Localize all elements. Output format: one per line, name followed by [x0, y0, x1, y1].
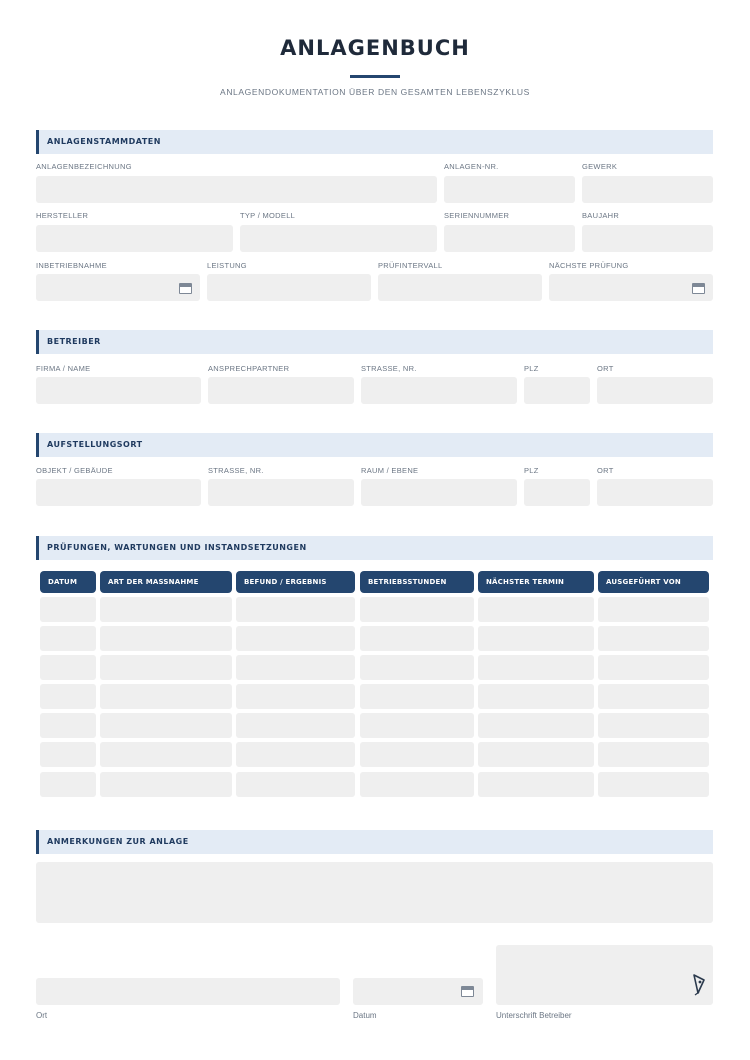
label-naechste-pruefung: NÄCHSTE PRÜFUNG [549, 261, 629, 270]
section-title: ANLAGENSTAMMDATEN [47, 137, 161, 146]
column-header-datum: DATUM [40, 571, 96, 593]
pruefintervall-field[interactable] [378, 274, 542, 301]
page-title: ANLAGENBUCH [280, 36, 470, 60]
label-baujahr: BAUJAHR [582, 211, 620, 220]
baujahr-field[interactable] [582, 225, 713, 252]
label-ansprechpartner: ANSPRECHPARTNER [208, 364, 290, 373]
table-cell[interactable] [360, 772, 474, 797]
table-cell[interactable] [40, 597, 96, 622]
table-cell[interactable] [236, 713, 355, 738]
raum-ebene-field[interactable] [361, 479, 517, 506]
calendar-icon[interactable] [461, 986, 474, 997]
table-cell[interactable] [100, 772, 232, 797]
plz-field[interactable] [524, 479, 590, 506]
column-header-ausgefuehrt-von: AUSGEFÜHRT VON [598, 571, 709, 593]
table-cell[interactable] [100, 597, 232, 622]
table-cell[interactable] [236, 626, 355, 651]
table-cell[interactable] [360, 742, 474, 767]
section-title: ANMERKUNGEN ZUR ANLAGE [47, 837, 189, 846]
table-cell[interactable] [236, 655, 355, 680]
table-cell[interactable] [40, 772, 96, 797]
naechste-pruefung-date-field[interactable] [549, 274, 713, 301]
table-cell[interactable] [478, 742, 594, 767]
column-header-befund-ergebnis: BEFUND / ERGEBNIS [236, 571, 355, 593]
table-cell[interactable] [360, 626, 474, 651]
table-cell[interactable] [478, 597, 594, 622]
table-cell[interactable] [100, 742, 232, 767]
table-cell[interactable] [100, 655, 232, 680]
table-cell[interactable] [40, 713, 96, 738]
anmerkungen-textarea[interactable] [36, 862, 713, 923]
table-cell[interactable] [478, 655, 594, 680]
table-cell[interactable] [598, 597, 709, 622]
table-cell[interactable] [598, 626, 709, 651]
table-cell[interactable] [40, 626, 96, 651]
table-cell[interactable] [478, 772, 594, 797]
label-ort: ORT [597, 466, 614, 475]
section-header-aufstellungsort [36, 433, 713, 457]
table-cell[interactable] [236, 684, 355, 709]
table-cell[interactable] [40, 742, 96, 767]
table-cell[interactable] [478, 713, 594, 738]
column-header-naechster-termin: NÄCHSTER TERMIN [478, 571, 594, 593]
gewerk-field[interactable] [582, 176, 713, 203]
label-pruefintervall: PRÜFINTERVALL [378, 261, 443, 270]
calendar-icon[interactable] [179, 283, 192, 294]
section-header-anmerkungen [36, 830, 713, 854]
label-plz: PLZ [524, 364, 539, 373]
table-cell[interactable] [236, 772, 355, 797]
plz-field[interactable] [524, 377, 590, 404]
label-inbetriebnahme: INBETRIEBNAHME [36, 261, 107, 270]
ort-signature-field[interactable] [36, 978, 340, 1005]
table-cell[interactable] [598, 742, 709, 767]
firma-name-field[interactable] [36, 377, 201, 404]
anlagenbezeichnung-field[interactable] [36, 176, 437, 203]
label-leistung: LEISTUNG [207, 261, 247, 270]
footer-label-unterschrift: Unterschrift Betreiber [496, 1011, 572, 1020]
inbetriebnahme-date-field[interactable] [36, 274, 200, 301]
table-cell[interactable] [598, 772, 709, 797]
datum-signature-field[interactable] [353, 978, 483, 1005]
label-ort: ORT [597, 364, 614, 373]
section-header-stammdaten [36, 130, 713, 154]
table-cell[interactable] [100, 713, 232, 738]
label-typ-modell: TYP / MODELL [240, 211, 296, 220]
table-cell[interactable] [360, 655, 474, 680]
title-divider [350, 75, 400, 78]
table-cell[interactable] [236, 742, 355, 767]
typ-modell-field[interactable] [240, 225, 437, 252]
table-cell[interactable] [478, 626, 594, 651]
table-cell[interactable] [598, 655, 709, 680]
leistung-field[interactable] [207, 274, 371, 301]
label-plz: PLZ [524, 466, 539, 475]
ort-field[interactable] [597, 377, 713, 404]
label-firma-name: FIRMA / NAME [36, 364, 91, 373]
objekt-gebaeude-field[interactable] [36, 479, 201, 506]
table-cell[interactable] [100, 626, 232, 651]
label-gewerk: GEWERK [582, 162, 618, 171]
section-header-pruefungen [36, 536, 713, 560]
table-cell[interactable] [40, 655, 96, 680]
table-cell[interactable] [598, 713, 709, 738]
table-cell[interactable] [100, 684, 232, 709]
column-header-betriebsstunden: BETRIEBSSTUNDEN [360, 571, 474, 593]
label-raum-ebene: RAUM / EBENE [361, 466, 419, 475]
table-cell[interactable] [360, 684, 474, 709]
label-anlagen-nr: ANLAGEN-NR. [444, 162, 499, 171]
footer-label-ort: Ort [36, 1011, 48, 1020]
label-seriennummer: SERIENNUMMER [444, 211, 510, 220]
ort-field[interactable] [597, 479, 713, 506]
label-strasse-nr: STRASSE, NR. [208, 466, 264, 475]
table-cell[interactable] [598, 684, 709, 709]
signature-field[interactable] [496, 945, 713, 1005]
table-cell[interactable] [360, 713, 474, 738]
footer-label-datum: Datum [353, 1011, 377, 1020]
table-cell[interactable] [236, 597, 355, 622]
table-cell[interactable] [360, 597, 474, 622]
strasse-nr-field[interactable] [361, 377, 517, 404]
table-cell[interactable] [478, 684, 594, 709]
calendar-icon[interactable] [692, 283, 705, 294]
anlagen-nr-field[interactable] [444, 176, 575, 203]
label-hersteller: HERSTELLER [36, 211, 89, 220]
pen-icon [692, 973, 706, 997]
ansprechpartner-field[interactable] [208, 377, 354, 404]
section-title: PRÜFUNGEN, WARTUNGEN UND INSTANDSETZUNGEN [47, 543, 307, 552]
section-title: BETREIBER [47, 337, 101, 346]
label-anlagenbezeichnung: ANLAGENBEZEICHNUNG [36, 162, 132, 171]
section-header-betreiber [36, 330, 713, 354]
strasse-nr-field[interactable] [208, 479, 354, 506]
seriennummer-field[interactable] [444, 225, 575, 252]
page-subtitle: ANLAGENDOKUMENTATION ÜBER DEN GESAMTEN LEBENSZYKLUS [220, 87, 530, 97]
label-strasse-nr: STRASSE, NR. [361, 364, 417, 373]
hersteller-field[interactable] [36, 225, 233, 252]
section-title: AUFSTELLUNGSORT [47, 440, 143, 449]
table-cell[interactable] [40, 684, 96, 709]
label-objekt-gebaeude: OBJEKT / GEBÄUDE [36, 466, 113, 475]
column-header-art-der-massnahme: ART DER MASSNAHME [100, 571, 232, 593]
